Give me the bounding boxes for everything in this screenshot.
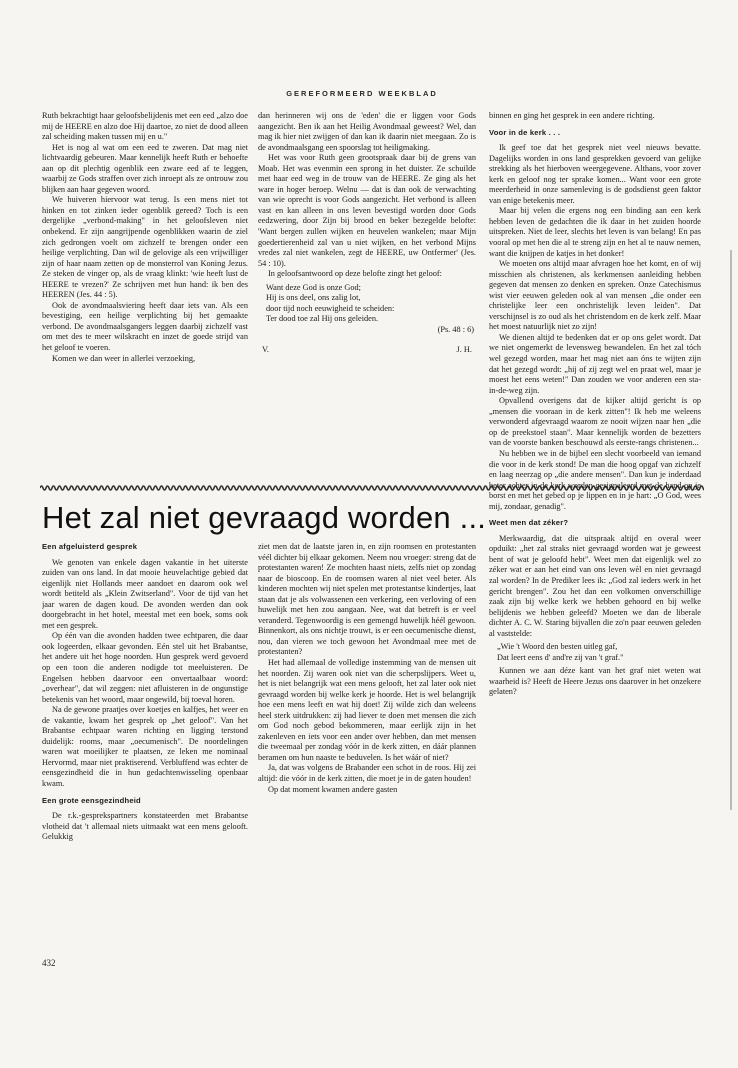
lower-column-2 xyxy=(258,542,476,952)
section-heading: Voor in de kerk . . . xyxy=(489,127,561,137)
quote-source: (Ps. 48 : 6) xyxy=(437,324,474,334)
signatures xyxy=(258,345,476,356)
paragraph: Ik geef toe dat het gesprek niet veel nieuws bevatte. Dagelijks worden in ons land gesprekken gevoerd van gelijke strekking als het hierboven weergegevene. Althans, voor zover kerk en geloof nog ter sprake komen... Want voor een grote meerderheid in onze samenleving is de godsdienst geen faktor van enige betekenis meer. xyxy=(489,143,701,205)
signature-right: J. H. xyxy=(456,345,472,355)
top-article-column-1 xyxy=(42,111,248,481)
right-column xyxy=(489,111,701,951)
paragraph: Het is nog al wat om een eed te zweren. Dat mag niet lichtvaardig gebeuren. Maar kennelijk heeft Ruth er behoefte aan op dit plechtig ogenblik een zware eed af te leggen, waarbij ze Gods straffen over zich inroept als ze ontrouw zou blijken aan haar gegeven woord. xyxy=(42,142,248,194)
paragraph: Nu hebben we in de bijbel een slecht voorbeeld van iemand die voor in de kerk stond! De man die hoog opgaf van zichzelf en laag neerzag op „die andere mensen". Dan kun je inderdaad beter achter in de kerk worden gesignaleerd met de hand op je borst en met het gebed op je lippen en in je hart: „O God, wees mij, zondaar, genadig". xyxy=(489,448,701,511)
paragraph: Ruth bekrachtigt haar geloofsbelijdenis met een eed „alzo doe mij de HEERE en alzo doe Hij daartoe, zo niet de dood alleen zal scheiding maken tussen mij en u." xyxy=(42,111,248,142)
running-head: GEREFORMEERD WEEKBLAD xyxy=(286,89,438,98)
paragraph: Op één van die avonden hadden twee echtparen, die daar ook logeerden, elkaar gevonden. Eén stel uit het Brabantse, het andere uit het hoge noorden. Hun gesprek werd gevoerd op een toon die anderen nodigde tot meeluisteren. De Engelsen hebben daarvoor een onvertaalbaar woord: „overhear", dat wil zeggen: niet afluisteren in de ongunstige betekenis van het woord, maar ongewild, bij toeval horen. xyxy=(42,631,248,704)
binding-edge xyxy=(730,250,732,810)
section-heading: Een grote eensgezindheid xyxy=(42,795,141,805)
verse-line: „Wie 't Woord den besten uitleg gaf, xyxy=(497,642,618,652)
paragraph: Kunnen we aan déze kant van het graf niet weten wat waarheid is? Heeft de Heere Jezus ons daarover in het onzekere gelaten? xyxy=(489,666,701,697)
signature-left: V. xyxy=(262,345,269,355)
paragraph: binnen en ging het gesprek in een andere richting. xyxy=(489,111,655,120)
paragraph: Ja, dat was volgens de Brabander een schot in de roos. Hij zei altijd: die vóór in de kerk zitten, die moet je in de gaten houden! xyxy=(258,763,476,784)
quote-line: Want deze God is onze God; xyxy=(266,282,361,292)
paragraph: Het was voor Ruth geen grootspraak daar bij de grens van Moab. Het was evenmin een sprong in het duister. Ze schuilde met haar eed weg in de trouw van de HEERE. Ze ging als het ware in hoger beroep. Welnu — dat is dan ook de verwachting van wie oprecht is voor Gods aangezicht. Het verbond is alleen vast en kan alleen in ons leven bevestigd worden door Gods eedzwering, door Zijn bij brood en beker bezegelde belofte: 'Want bergen zullen wijken en heuvelen wankelen; maar Mijn goedertierenheid zal van u niet wijken, en het verbond Mijns vredes zal niet wankelen, zegt de HEERE, uw Ontfermer' (Jes. 54 : 10). xyxy=(258,153,476,268)
paragraph: We huiveren hiervoor wat terug. Is een mens niet tot hinken en tot zinken ieder ogenblik gereed? Toch is een dergelijke „verbond-making" in het geloofsleven niet onbekend. Er zijn aangrijpende ogenblikken waarin de ziel zich gedrongen voelt om zichzelf te brengen onder een heilige verplichting. Dan wil de gelovige als een vrijwilliger zijn of haar naam zetten op de monsterrol van Koning Jezus. Ze steken de vinger op, als de vraag klinkt: 'wie heeft lust de HEERE te vrezen?' Ze schrijven met hun hand: ik ben des HEEREN (Jes. 44 : 5). xyxy=(42,195,248,300)
paragraph: Het had allemaal de volledige instemming van de mensen uit het noorden. Zij waren ook niet van die scherpslijpers. Weet u, het is niet belangrijk wat een mens gelooft, het zal later ook niet gevraagd worden bij welke kerk je hoorde. Het is wel belangrijk hoe een mens leeft en wat hij doet! Zij wilde zich dan weleens heel sterk uitdrukken: zij had liever te doen met mensen die zich om God noch gebod bekommeren, maar eerlijk zijn in het zakenleven en iets voor een ander over hebben, dan met mensen die tweemaal per zondag vóór in de kerk zitten, en dáár plannen beramen om hun naaste te beduvelen. Is het wáár of niet? xyxy=(258,658,476,762)
psalm-quote xyxy=(266,283,476,336)
verse-line: Dat leert eens d' and're zij van 't graf." xyxy=(497,652,624,662)
paragraph: De r.k.-gesprekspartners konstateerden met Brabantse vlotheid dat 't allemaal niets uitmaakt wat een mens gelooft. Gelukkig xyxy=(42,811,248,842)
quote-line: door tijd noch eeuwigheid te scheiden: xyxy=(266,303,395,313)
paragraph: dan herinneren wij ons de 'eden' die er liggen voor Gods aangezicht. Ben ik aan het Heilig Avondmaal geweest? Wel, dan mag ik hier niet zwijgen of dan kan ik daarin niet meegaan. Zo is de avondmaalsgang een spoorslag tot heiligmaking. xyxy=(258,111,476,152)
paragraph: Op dat moment kwamen andere gasten xyxy=(268,784,398,794)
top-article-column-2 xyxy=(258,111,476,481)
lower-column-1 xyxy=(42,542,248,952)
section-heading: Een afgeluisterd gesprek xyxy=(42,542,138,551)
paragraph: Komen we dan weer in allerlei verzoeking, xyxy=(52,353,196,363)
paragraph: ziet men dat de laatste jaren in, en zijn roomsen en protestanten véél dichter bij elkaar gekomen. Neem nou vroeger: streng dat de protestanten waren! Ze mochten haast niets, zelfs niet op zondag naar de bioscoop. En de roomsen waren al niet veel beter. Als kinderen mochten wij niet spelen met protestantse kindertjes, laat staan dat je als volwassenen een verkering, een verloving of een huwelijk met hen zou aangaan. Nee, wat dat betreft is er veel veranderd. Tegenwoordig is een gemengd huwelijk héél gewoon. Binnenkort, als ons nichtje trouwt, is er een oecumenische dienst, nou, dan vieren we toch gewoon het Avondmaal mee met de protestanten? xyxy=(258,542,476,657)
paragraph: In geloofsantwoord op deze belofte zingt het geloof: xyxy=(268,269,442,279)
quote-line: Hij is ons deel, ons zalig lot, xyxy=(266,293,361,303)
paragraph: Ook de avondmaalsviering heeft daar iets van. Als een bevestiging, een heilige verplichting bij het gemaakte verbond. De avondmaalsgangers leggen daarbij zichzelf vast om met des te meer wilskracht en inzet de goede strijd van het geloof te voeren. xyxy=(42,300,248,353)
paragraph: Merkwaardig, dat die uitspraak altijd en overal weer opduikt: „het zal straks niet gevraagd worden wat je geweest bent of wat je geloofd hebt". Weet men dat eigenlijk wel zo zéker wat er aan het eind van ons leven wèl en niet gevraagd zal worden? In de Prediker lees ik: „God zal ieders werk in het gericht brengen". Zou het dan een volkomen onverschillige zaak zijn bij welke kerk we hebben gehoord en bij welke belijdenis we hebben geleefd? Moeten we dan de liberale dichter A. C. W. Staring bijvallen die zo'n paar eeuwen geleden al vaststelde: xyxy=(489,533,701,638)
section-heading: Weet men dat zéker? xyxy=(489,518,569,528)
paragraph: We genoten van enkele dagen vakantie in het uiterste zuiden van ons land. In dat mooie heuvelachtige gebied dat eigenlijk niet Hollands meer aandoet en daarom ook wel wordt betiteld als „Klein Zwitserland". Voor de tijd van het jaar waren de dagen koud. De avonden werden dan ook doorgebracht in het hotel, meestal met een boek, soms ook met een gesprek. xyxy=(42,557,248,630)
paragraph: We moeten ons altijd maar afvragen hoe het komt, en of wij misschien als christenen, als kerkmensen aanleiding hebben gegeven dat mensen zo denken en spreken. Onze Catechismus wist vier eeuwen geleden ook al van mensen „die onder een christelijke leer een onchristelijk leven leiden". Dat verschijnsel is zo oud als het christendom en de kerk zelf. Maar het moest natuurlijk niet zo zijn! xyxy=(489,259,701,332)
paragraph: Maar bij velen die ergens nog een binding aan een kerk hebben leven de gedachten die ik daar in het zuiden hoorde uitspreken. Niet de leer, slechts het leven is van belang! En pas vooral op met hen die al te streng zijn en het al te nauw nemen, want die knijpen de katjes in het donker! xyxy=(489,206,701,258)
paragraph: We dienen altijd te bedenken dat er op ons gelet wordt. Dat we niet ongemerkt de levensweg bewandelen. En het zal tóch wel gezegd worden, maar het mag niet aan óns te wijten zijn dat het gezegd wordt: „hij of zij zegt wel en praat wel, maar je moest het eens weten!" Dan zouden we voor anderen een sta-in-de-weg zijn. xyxy=(489,332,701,395)
verse-quote xyxy=(497,642,701,663)
page-number: 432 xyxy=(42,958,56,968)
paragraph: Na de gewone praatjes over koetjes en kalfjes, het weer en de vakantie, kwam het gesprek op „het geloof". Van het Brabantse echtpaar waren richting en ligging terstond duidelijk: rooms, maar „oecumenisch". De noordelingen waren wat moeilijker te plaatsen, ze leken me nominaal Hervormd, maar niet praktiserend. Verbluffend was echter de eensgezindheid die in hun gedachtenwisseling openbaar kwam. xyxy=(42,705,248,789)
paragraph: Opvallend overigens dat de kijker altijd gericht is op „mensen die vooraan in de kerk zitten"! Ik heb me weleens verwonderd afgevraagd waarom ze nooit wijzen naar hen „die op de preekstoel staan". Maar kennelijk worden de bezetters van de voorste banken beschouwd als eerste-rangs christenen... xyxy=(489,396,701,448)
quote-line: Ter dood toe zal Hij ons geleiden. xyxy=(266,314,379,324)
article-headline: Het zal niet gevraagd worden ... xyxy=(42,500,487,535)
